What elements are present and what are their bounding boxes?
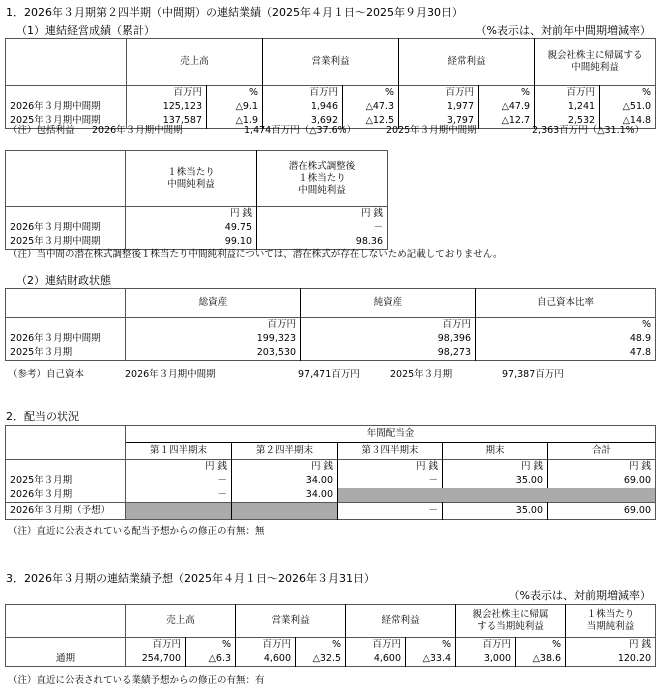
col-header: 売上高 — [126, 605, 236, 638]
shaded-cell — [126, 503, 232, 520]
unit-row: 百万円 % 百万円 % 百万円 % 百万円 % — [6, 86, 656, 101]
comprehensive-income-value2: 2,363百万円（△31.1%） — [532, 125, 645, 136]
col-header: 第１四半期末 — [126, 443, 232, 460]
shaded-cell — [443, 488, 548, 503]
financial-position-table — [5, 288, 656, 361]
col-header-eps: １株当たり 中間純利益 — [126, 151, 257, 207]
table-row: 2025年３月期 203,530 98,273 47.8 — [6, 346, 656, 361]
col-header: 純資産 — [301, 289, 476, 318]
equity-note-period1: 2026年３月期中間期 — [125, 369, 216, 380]
forecast-note: （注）直近に公表されている業績予想からの修正の有無：有 — [8, 675, 265, 686]
shaded-cell — [548, 488, 656, 503]
table-row: 2026年３月期中間期 125,123 △9.1 1,946 △47.3 1,977 △47.9 1,241 △51.0 — [6, 100, 656, 114]
shaded-cell — [232, 503, 338, 520]
col-header: 自己資本比率 — [476, 289, 656, 318]
col-header: 経常利益 — [346, 605, 456, 638]
unit-row: 百万円 百万円 % — [6, 318, 656, 333]
col-header-diluted-eps: 潜在株式調整後 １株当たり 中間純利益 — [257, 151, 388, 207]
unit-row: 百万円 % 百万円 % 百万円 % 百万円 % 円 銭 — [6, 638, 656, 653]
section3-title: 3．2026年３月期の連結業績予想（2025年４月１日～2026年３月31日） — [6, 572, 375, 585]
comprehensive-income-note-prefix: （注）包括利益 — [8, 125, 75, 136]
operating-results-table — [5, 38, 656, 129]
equity-note-period2: 2025年３月期 — [390, 369, 453, 380]
sub2-title: （2）連結財政状態 — [16, 274, 111, 287]
comprehensive-income-value1: 1,474百万円（△37.6%） — [244, 125, 357, 136]
col-header: 売上高 — [127, 39, 263, 86]
table-row: 2026年３月期 － 34.00 — [6, 488, 656, 503]
table-row: 2025年３月期中間期 137,587 △1.9 3,692 △12.5 3,797 △12.7 2,532 △14.8 — [6, 114, 656, 129]
shaded-cell — [338, 488, 443, 503]
dividends-table — [5, 425, 656, 520]
col-header: 総資産 — [126, 289, 301, 318]
comprehensive-income-period2: 2025年３月期中間期 — [386, 125, 477, 136]
col-header: 第２四半期末 — [232, 443, 338, 460]
equity-note-value1: 97,471百万円 — [298, 369, 360, 380]
unit-row: 円 銭 円 銭 円 銭 円 銭 円 銭 — [6, 460, 656, 475]
col-header: 合計 — [548, 443, 656, 460]
header-row — [6, 605, 656, 638]
dividend-note: （注）直近に公表されている配当予想からの修正の有無：無 — [8, 526, 265, 537]
table-row: 2025年３月期中間期 99.10 98.36 — [6, 235, 388, 250]
header-row — [6, 289, 656, 318]
equity-note-value2: 97,387百万円 — [502, 369, 564, 380]
unit-row: 円 銭 円 銭 — [6, 207, 388, 222]
col-header: 営業利益 — [236, 605, 346, 638]
col-header: 第３四半期末 — [338, 443, 443, 460]
annual-dividend-header: 年間配当金 — [126, 426, 656, 443]
col-header: 期末 — [443, 443, 548, 460]
eps-table — [5, 150, 388, 250]
col-header: 経常利益 — [399, 39, 535, 86]
sub1-title: （1）連結経営成績（累計） — [16, 24, 155, 37]
table-row: 通期 254,700 △6.3 4,600 △32.5 4,600 △33.4 3,000 △38.6 120.20 — [6, 652, 656, 667]
header-row — [6, 151, 388, 207]
table-row: 2026年３月期（予想） － 35.00 69.00 — [6, 503, 656, 520]
table-row: 2025年３月期 － 34.00 － 35.00 69.00 — [6, 474, 656, 488]
table-row: 2026年３月期中間期 49.75 － — [6, 221, 388, 235]
header-row — [6, 39, 656, 86]
col-header: 親会社株主に帰属 する当期純利益 — [456, 605, 566, 638]
comprehensive-income-period1: 2026年３月期中間期 — [92, 125, 183, 136]
eps-note: （注）当中間の潜在株式調整後１株当たり中間純利益については、潜在株式が存在しないため記載しておりません。 — [8, 249, 503, 260]
sub1-pct-note: （%表示は、対前年中間期増減率） — [475, 24, 651, 37]
equity-note-prefix: （参考）自己資本 — [8, 369, 85, 380]
forecast-table — [5, 604, 656, 667]
col-header: １株当たり 当期純利益 — [566, 605, 656, 638]
table-row: 2026年３月期中間期 199,323 98,396 48.9 — [6, 332, 656, 346]
section3-pct-note: （%表示は、対前期増減率） — [508, 589, 651, 602]
col-header: 親会社株主に帰属する 中間純利益 — [535, 39, 656, 86]
group-header-row — [6, 426, 656, 443]
section2-title: 2．配当の状況 — [6, 410, 79, 423]
section1-title: 1．2026年３月期第２四半期（中間期）の連結業績（2025年４月１日～2025年９月30日） — [6, 6, 463, 19]
col-header: 営業利益 — [263, 39, 399, 86]
